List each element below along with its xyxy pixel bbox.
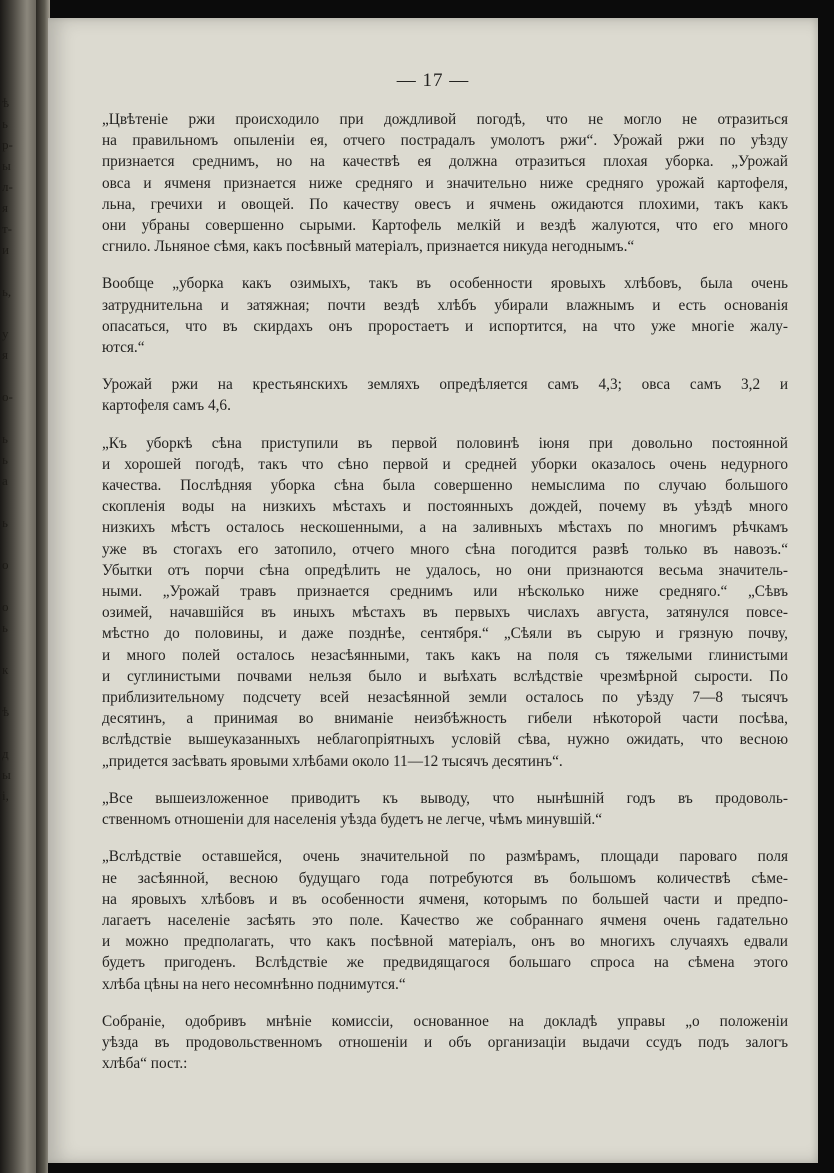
margin-fragment: ѣ <box>2 704 10 719</box>
text-line: не засѣянной, весною будущаго года потребуются въ большомъ количествѣ сѣме- <box>102 869 788 887</box>
margin-fragment: ь <box>2 116 8 131</box>
text-line: будетъ пригоденъ. Вслѣдствіе же предвидящагося большаго спроса на сѣмена этого <box>102 954 788 972</box>
page-bottom-shadow <box>48 1163 818 1173</box>
text-line: Убытки отъ порчи сѣна опредѣлить не удалось, но они признаются весьма значитель- <box>102 561 788 579</box>
margin-fragment: а <box>2 473 8 488</box>
document-page <box>48 18 818 1163</box>
text-line: приблизительному подсчету всей незасѣянной земли осталось по уѣзду 7—8 тысячъ <box>102 689 788 707</box>
margin-fragment: л- <box>2 179 13 194</box>
margin-fragment: ь <box>2 515 8 530</box>
text-line: картофеля самъ 4,6. <box>102 397 231 415</box>
text-line: качества. Послѣдняя уборка сѣна была совершенно немыслима по случаю большого <box>102 477 788 495</box>
text-line: затруднительна и затяжная; почти вездѣ хлѣбъ убирали влажнымъ и есть основанія <box>102 296 788 314</box>
text-line: ными. „Урожай травъ признается среднимъ или нѣсколько ниже средняго.“ „Сѣвъ <box>102 583 788 601</box>
paragraph <box>76 788 788 830</box>
margin-fragment: о <box>2 557 9 572</box>
paragraph <box>76 433 788 772</box>
paragraph <box>76 846 788 994</box>
text-line: „Цвѣтеніе ржи происходило при дождливой погодѣ, что не могло не отразиться <box>102 111 788 128</box>
text-line: признается среднимъ, но на качествѣ ея должна отразиться плохая уборка. „Урожай <box>102 153 788 171</box>
text-line: низкихъ мѣстъ осталось нескошенными, а на заливныхъ мѣстахъ по многимъ рѣчкамъ <box>102 519 788 537</box>
previous-page-edge <box>0 0 36 1173</box>
margin-fragment: р- <box>2 137 13 152</box>
paragraph <box>76 1011 788 1075</box>
text-line: озимей, начавшійся въ иныхъ мѣстахъ въ первыхъ числахъ августа, затянулся повсе- <box>102 604 788 622</box>
margin-fragment: ѣ <box>2 95 10 110</box>
text-line: ственномъ отношеніи для населенія уѣзда будетъ не легче, чѣмъ минувшій.“ <box>102 811 603 829</box>
margin-fragment: ы <box>2 767 11 782</box>
margin-fragment: о <box>2 599 9 614</box>
text-line: и хорошей погодѣ, такъ что сѣно первой и средней уборки оказалось очень недурного <box>102 455 788 473</box>
margin-fragment: я <box>2 347 8 362</box>
margin-fragment: т- <box>2 221 13 236</box>
text-line: овса и ячменя признается ниже средняго и значительно ниже средняго урожай картофеля, <box>102 174 788 192</box>
text-line: хлѣба“ пост.: <box>102 1055 188 1073</box>
text-line: „придется засѣвать яровыми хлѣбами около 11—12 тысячъ десятинъ“. <box>102 752 563 770</box>
margin-fragment: ь <box>2 620 8 635</box>
text-line: опасаться, что въ скирдахъ онъ проростаетъ и испортится, на что уже многіе жалу- <box>102 317 788 335</box>
text-line: мѣстно до половины, и даже позднѣе, сентября.“ „Сѣяли въ сырую и грязную почву, <box>102 625 788 643</box>
text-line: лагаетъ населеніе засѣять это поле. Качество же собраннаго ячменя очень гадательно <box>102 911 788 929</box>
margin-fragment: ь <box>2 452 8 467</box>
margin-fragment: і, <box>2 788 9 803</box>
margin-fragment: ы <box>2 158 11 173</box>
text-line: „Къ уборкѣ сѣна приступили въ первой половинѣ іюня при довольно постоянной <box>102 434 788 452</box>
margin-fragment: у <box>2 326 9 341</box>
text-line: на правильномъ опыленіи ея, отчего пострадалъ умолотъ ржи“. Урожай ржи по уѣзду <box>102 132 788 150</box>
paragraph <box>76 273 788 358</box>
margin-fragment: я <box>2 200 8 215</box>
paragraph <box>76 374 788 416</box>
margin-fragment: ь, <box>2 284 12 299</box>
text-line: они убраны совершенно сырыми. Картофель мелкій и вездѣ жалуются, что его много <box>102 217 788 235</box>
text-line: ются.“ <box>102 339 145 357</box>
margin-fragment: о- <box>2 389 13 404</box>
margin-fragment: ь <box>2 431 8 446</box>
text-line: вслѣдствіе вышеуказанныхъ неблагопріятныхъ условій сѣва, нужно ожидать, что весною <box>102 731 788 749</box>
margin-fragment: к <box>2 662 9 677</box>
text-line: „Вслѣдствіе оставшейся, очень значительной по размѣрамъ, площади пароваго поля <box>102 848 788 866</box>
text-line: уже въ стогахъ его затопило, отчего много сѣна погодится развѣ только въ навозъ.“ <box>102 540 788 558</box>
text-line: Собраніе, одобривъ мнѣніе комиссіи, основанное на докладѣ управы „о положеніи <box>102 1012 788 1030</box>
text-line: десятинъ, а принимая во вниманіе неизбѣжность гибели нѣкоторой части посѣва, <box>102 710 788 728</box>
margin-fragment: и <box>2 242 9 257</box>
page-number: — 17 — <box>396 70 470 91</box>
text-line: и можно предполагать, что какъ посѣвной матеріалъ, онъ во многихъ случаяхъ едвали <box>102 933 788 951</box>
text-line: „Все вышеизложенное приводитъ къ выводу, что нынѣшній годъ въ продоволь- <box>102 789 788 807</box>
paragraph <box>76 109 788 257</box>
page-body <box>76 109 788 1090</box>
text-line: уѣзда въ продовольственномъ отношеніи и объ организаціи выдачи ссудъ подъ залогъ <box>102 1033 788 1051</box>
text-line: сгнило. Льняное сѣмя, какъ посѣвный матеріалъ, признается никуда негоднымъ.“ <box>102 238 635 256</box>
text-line: и много полей осталось незасѣянными, такъ какъ на поля съ тяжелыми глинистыми <box>102 646 788 664</box>
text-line: хлѣба цѣны на него несомнѣнно поднимутся.“ <box>102 975 406 993</box>
text-line: Вообще „уборка какъ озимыхъ, такъ въ особенности яровыхъ хлѣбовъ, была очень <box>102 275 788 293</box>
text-line: льна, гречихи и овощей. По качеству овесъ и ячмень ожидаются плохими, такъ какъ <box>102 195 788 213</box>
margin-fragment: д <box>2 746 9 761</box>
text-line: Урожай ржи на крестьянскихъ земляхъ опредѣляется самъ 4,3; овса самъ 3,2 и <box>102 376 788 394</box>
text-line: скопленія воды на низкихъ мѣстахъ и постоянныхъ дождей, почему въ уѣздѣ много <box>102 498 788 516</box>
text-line: и суглинистыми почвами нельзя было и выѣхать вслѣдствіе чрезмѣрной сырости. По <box>102 667 788 685</box>
text-line: на яровыхъ хлѣбовъ и въ особенности ячменя, которымъ по большей части и предпо- <box>102 890 788 908</box>
